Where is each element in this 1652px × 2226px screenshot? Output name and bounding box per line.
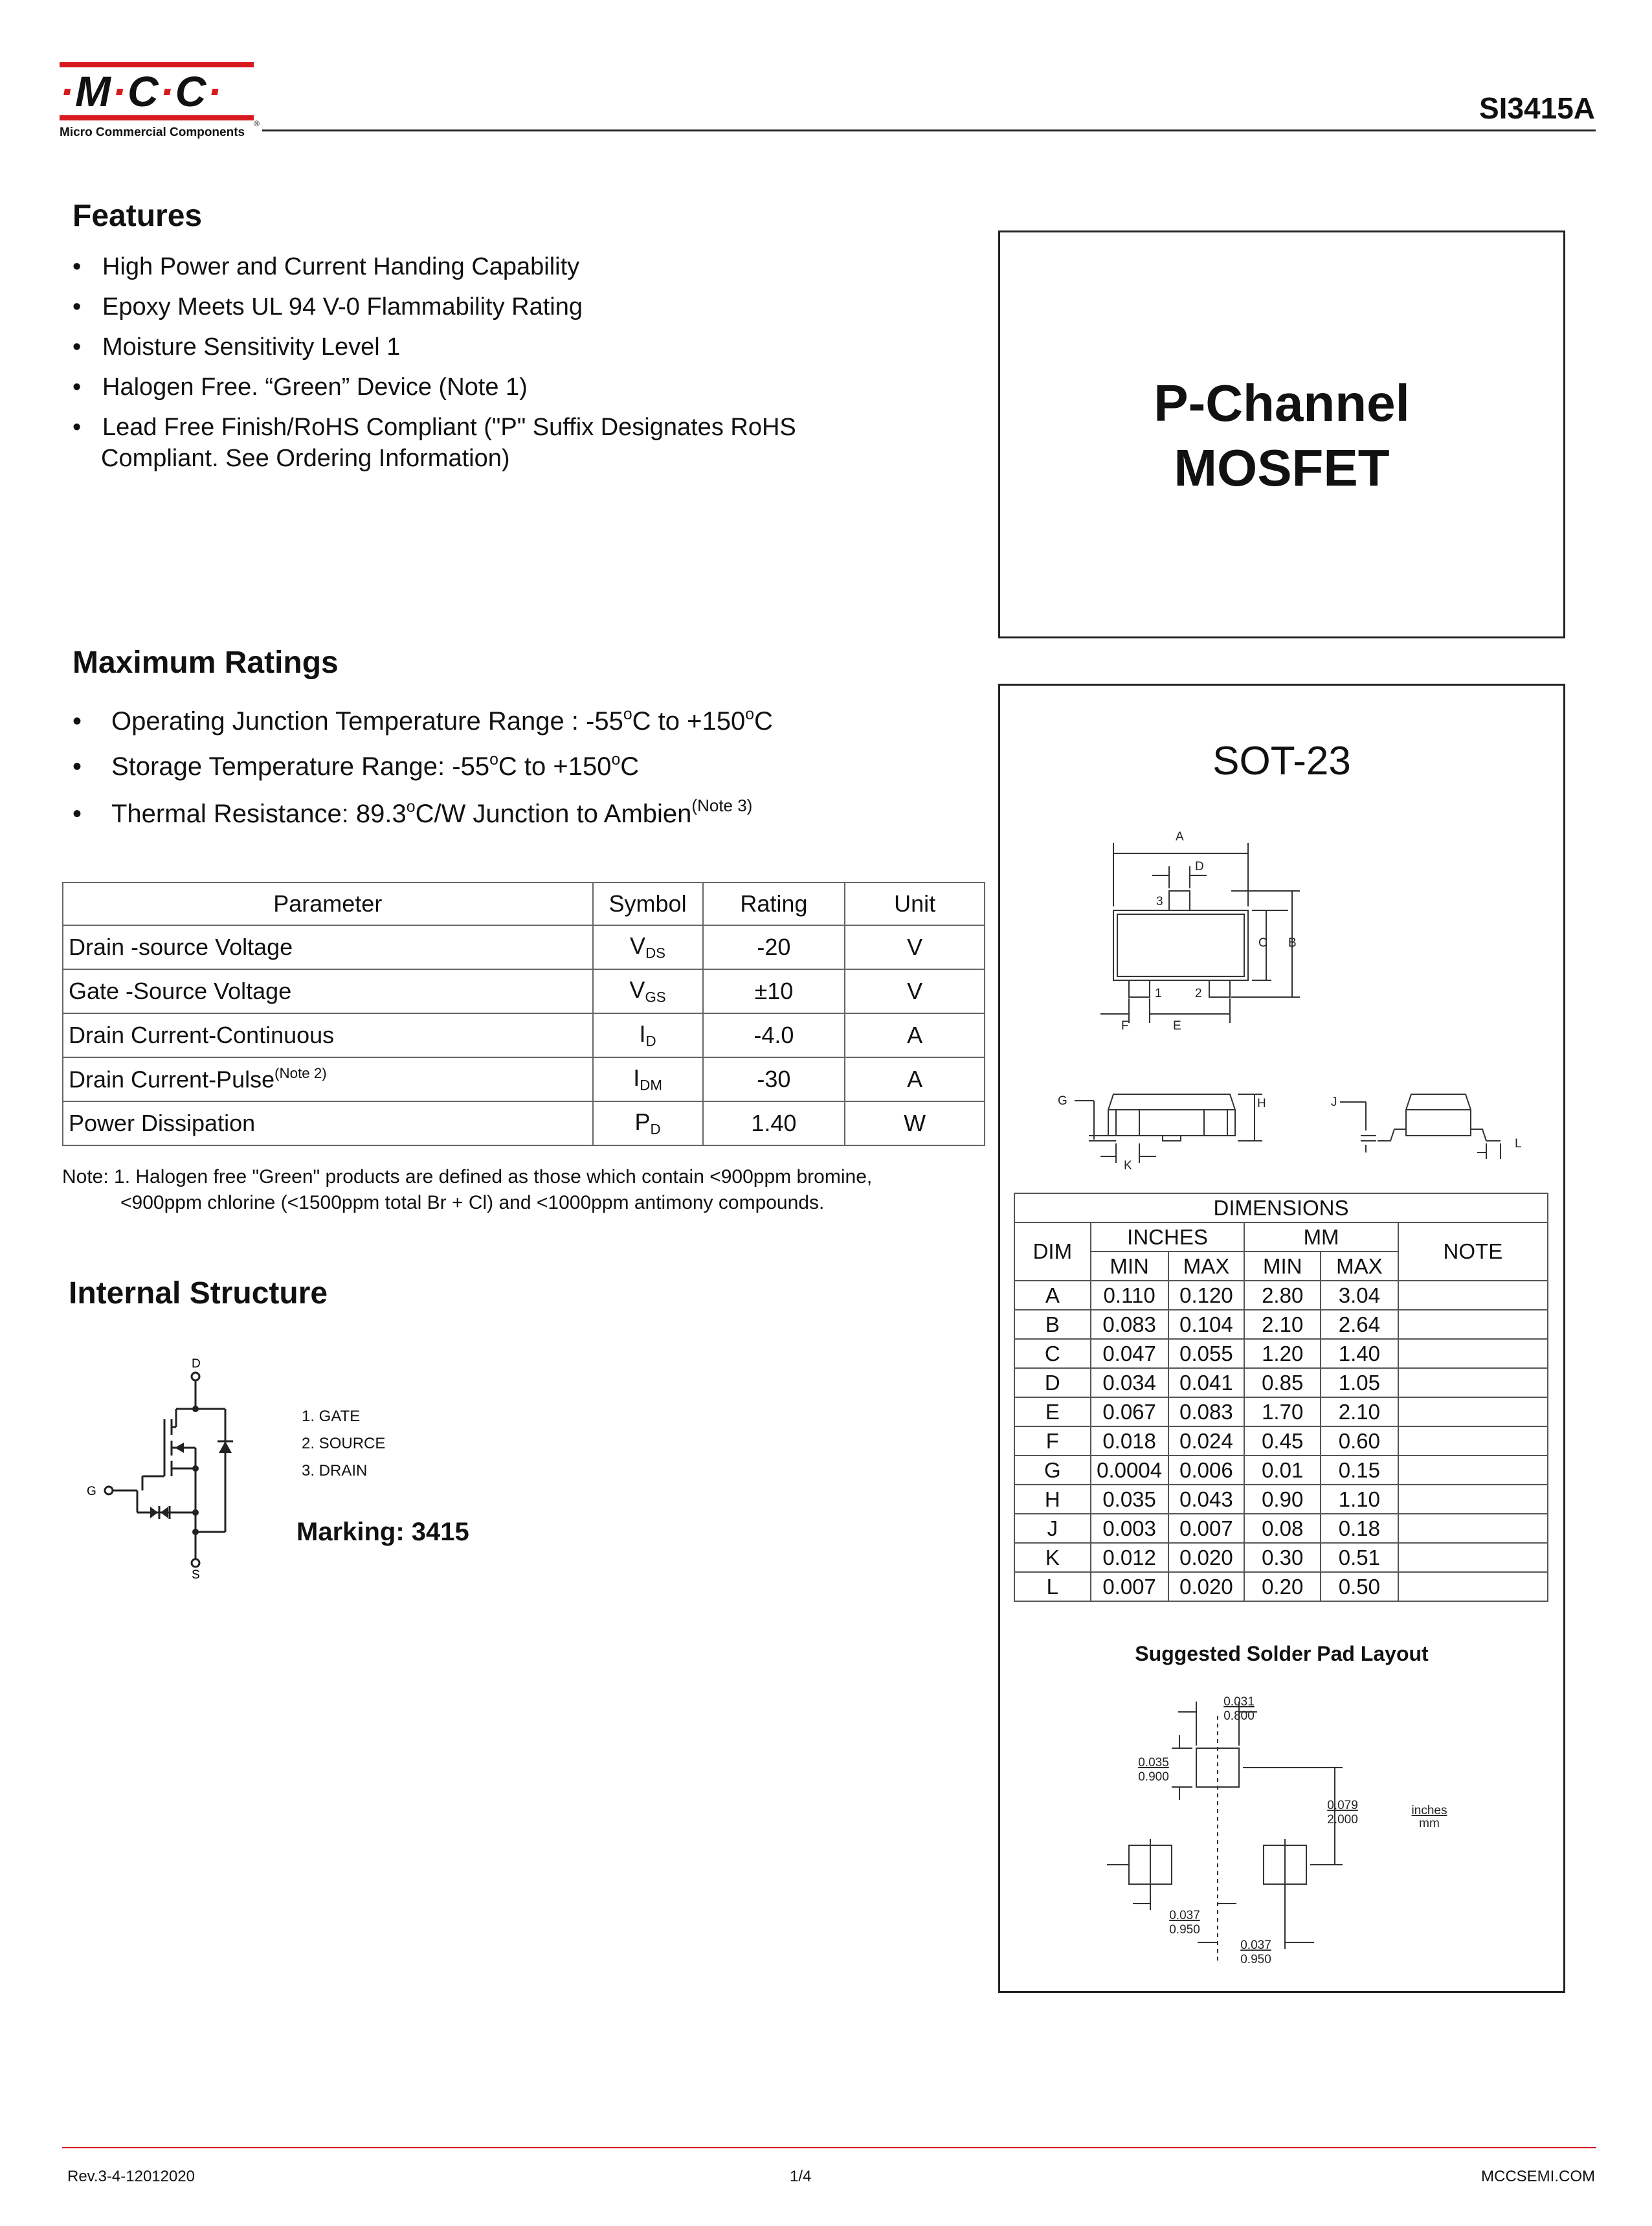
dim-cell: 0.006 [1168, 1456, 1245, 1485]
sot23-front-view-drawing [1055, 1068, 1282, 1172]
dim-cell: 0.60 [1321, 1426, 1398, 1456]
rating-value: -4.0 [703, 1013, 845, 1057]
col-in-max: MAX [1168, 1252, 1245, 1281]
dim-cell: 0.85 [1244, 1368, 1321, 1397]
note-cell [1398, 1485, 1548, 1514]
feature-item-continued: Compliant. See Ordering Information) [101, 445, 510, 472]
feature-item: • High Power and Current Handing Capability [73, 253, 580, 280]
dim-cell: 0.45 [1244, 1426, 1321, 1456]
dim-cell: A [1014, 1281, 1091, 1310]
table-row [1014, 1368, 1548, 1397]
sot23-side-view-drawing [1327, 1068, 1547, 1172]
solder-pad-drawing [1100, 1690, 1489, 1975]
schematic-label-g: G [87, 1485, 96, 1498]
dim-label-c: C [1258, 936, 1267, 950]
note-cell [1398, 1310, 1548, 1339]
dim-cell: 0.18 [1321, 1514, 1398, 1543]
dim3-mm: 2.000 [1327, 1813, 1358, 1827]
dim-label-b: B [1288, 936, 1297, 950]
header-rating: Rating [703, 883, 845, 925]
dim-cell: 0.012 [1091, 1543, 1168, 1572]
dim-cell: 0.047 [1091, 1339, 1168, 1368]
dim-cell: 0.024 [1168, 1426, 1245, 1456]
dim-label-a: A [1176, 830, 1184, 844]
note-cell [1398, 1281, 1548, 1310]
dim-cell: 0.034 [1091, 1368, 1168, 1397]
dim-cell: 1.20 [1244, 1339, 1321, 1368]
mcc-logo: ·M·C·C· [60, 67, 223, 115]
pin-number-3: 3 [1156, 895, 1163, 908]
dim-cell: 3.04 [1321, 1281, 1398, 1310]
header-parameter: Parameter [63, 883, 593, 925]
max-ratings-title: Maximum Ratings [73, 646, 339, 680]
ratings-header-row [63, 883, 985, 925]
table-row [63, 1057, 985, 1101]
dim-cell: D [1014, 1368, 1091, 1397]
logo-bar-bottom [60, 115, 254, 120]
dim-label-g: G [1058, 1094, 1067, 1108]
dim3-inches: 0.079 [1327, 1799, 1358, 1812]
footer-website: MCCSEMI.COM [1481, 2168, 1595, 2185]
note-line1: Note: 1. Halogen free "Green" products are defined as those which contain <900ppm bromine, [62, 1166, 873, 1187]
dim-cell: 2.10 [1244, 1310, 1321, 1339]
pin-label: 1. GATE [302, 1408, 361, 1425]
symbol: I [639, 1020, 646, 1048]
header-unit: Unit [845, 883, 985, 925]
col-mm: MM [1244, 1222, 1398, 1252]
rating-value: -30 [703, 1057, 845, 1101]
table-row [1014, 1514, 1548, 1543]
storage-temp-item: • Storage Temperature Range: -55$^o$C to $+150^oC$ [73, 751, 640, 781]
dim-cell: 2.80 [1244, 1281, 1321, 1310]
dim-cell: 0.51 [1321, 1543, 1398, 1572]
note-cell [1398, 1456, 1548, 1485]
dim-cell: 0.01 [1244, 1456, 1321, 1485]
param-name: Gate -Source Voltage [69, 978, 292, 1004]
dim-cell: 0.08 [1244, 1514, 1321, 1543]
part-number: SI3415A [1479, 91, 1595, 125]
symbol-sub: D [645, 1033, 656, 1050]
dim1-mm: 0.800 [1223, 1709, 1255, 1723]
dim5-mm: 0.950 [1240, 1953, 1271, 1966]
sot23-top-view-drawing [1075, 829, 1321, 1036]
dim-cell: 0.083 [1091, 1310, 1168, 1339]
rating-value: -20 [703, 925, 845, 969]
dim4-inches: 0.037 [1169, 1909, 1200, 1922]
note-cell [1398, 1368, 1548, 1397]
unit-value: V [845, 969, 985, 1013]
param-name: Drain Current-Pulse [69, 1066, 275, 1093]
dim-cell: 0.90 [1244, 1485, 1321, 1514]
symbol: V [629, 976, 645, 1004]
dim-cell: 0.0004 [1091, 1456, 1168, 1485]
package-name: SOT-23 [1212, 739, 1351, 783]
dim-cell: 0.020 [1168, 1543, 1245, 1572]
table-row [1014, 1310, 1548, 1339]
internal-structure-title: Internal Structure [69, 1276, 328, 1310]
dim-cell: 0.043 [1168, 1485, 1245, 1514]
unit-mm-label: mm [1419, 1817, 1440, 1830]
dim-label-j: J [1331, 1096, 1337, 1109]
mosfet-schematic [78, 1347, 272, 1580]
col-inches: INCHES [1091, 1222, 1245, 1252]
param-note: (Note 2) [274, 1065, 327, 1082]
dim-cell: 0.055 [1168, 1339, 1245, 1368]
table-row [1014, 1339, 1548, 1368]
unit-value: A [845, 1057, 985, 1101]
note-cell [1398, 1514, 1548, 1543]
solder-pad-title: Suggested Solder Pad Layout [1135, 1642, 1429, 1665]
table-row [63, 925, 985, 969]
unit-value: V [845, 925, 985, 969]
dim-cell: 2.64 [1321, 1310, 1398, 1339]
dim-cell: 0.067 [1091, 1397, 1168, 1426]
dim-cell: H [1014, 1485, 1091, 1514]
dim-cell: 0.104 [1168, 1310, 1245, 1339]
symbol-sub: D [650, 1121, 661, 1138]
footer-page-number: 1/4 [790, 2168, 812, 2185]
param-name: Drain Current-Continuous [69, 1022, 335, 1048]
dim-cell: 0.50 [1321, 1572, 1398, 1601]
symbol: I [633, 1064, 640, 1092]
table-row [1014, 1397, 1548, 1426]
dim-cell: 2.10 [1321, 1397, 1398, 1426]
dim-cell: 0.30 [1244, 1543, 1321, 1572]
dim-cell: 1.70 [1244, 1397, 1321, 1426]
table-row [63, 1013, 985, 1057]
pin-label: 3. DRAIN [302, 1462, 368, 1479]
pin-number-2: 2 [1195, 987, 1202, 1000]
thermal-item: • Thermal Resistance: 89.3$^o$C/W Junction to Ambien$^{(Note 3)}$ [73, 796, 753, 828]
dim-label-e: E [1173, 1019, 1181, 1033]
dim1-inches: 0.031 [1223, 1695, 1255, 1709]
dim-cell: 0.007 [1168, 1514, 1245, 1543]
dim4-mm: 0.950 [1169, 1923, 1200, 1937]
col-dim: DIM [1014, 1222, 1091, 1281]
logo-bar-top [60, 62, 254, 67]
table-row [1014, 1485, 1548, 1514]
param-name: Drain -source Voltage [69, 934, 293, 960]
device-title-line1: P-Channel [1154, 374, 1410, 432]
dim-cell: C [1014, 1339, 1091, 1368]
dim5-inches: 0.037 [1240, 1939, 1271, 1952]
feature-item: • Halogen Free. “Green” Device (Note 1) [73, 374, 528, 401]
col-mm-min: MIN [1244, 1252, 1321, 1281]
col-mm-max: MAX [1321, 1252, 1398, 1281]
dim-cell: 0.120 [1168, 1281, 1245, 1310]
schematic-label-s: S [192, 1568, 200, 1580]
device-title-box [998, 230, 1565, 638]
unit-inches-label: inches [1411, 1804, 1447, 1817]
unit-value: A [845, 1013, 985, 1057]
dim-cell: 0.110 [1091, 1281, 1168, 1310]
col-note: NOTE [1398, 1222, 1548, 1281]
note-cell [1398, 1339, 1548, 1368]
dim-cell: 0.20 [1244, 1572, 1321, 1601]
dim-cell: 0.020 [1168, 1572, 1245, 1601]
header-symbol: Symbol [593, 883, 703, 925]
device-title-line2: MOSFET [1174, 439, 1390, 497]
dim-label-d: D [1195, 860, 1204, 873]
dim-cell: 0.018 [1091, 1426, 1168, 1456]
dim-cell: 0.035 [1091, 1485, 1168, 1514]
dim-cell: E [1014, 1397, 1091, 1426]
dim-label-f: F [1121, 1019, 1129, 1033]
feature-item: • Lead Free Finish/RoHS Compliant ("P" Suffix Designates RoHS [73, 414, 796, 441]
dim-cell: 1.10 [1321, 1485, 1398, 1514]
dimensions-title-row [1014, 1193, 1548, 1222]
rating-value: ±10 [703, 969, 845, 1013]
dim-label-l: L [1515, 1137, 1522, 1151]
footer-rule [62, 2147, 1596, 2148]
symbol: P [634, 1108, 651, 1136]
note-cell [1398, 1572, 1548, 1601]
dim-cell: F [1014, 1426, 1091, 1456]
logo-subtitle: Micro Commercial Components [60, 126, 245, 139]
param-name: Power Dissipation [69, 1110, 256, 1136]
col-in-min: MIN [1091, 1252, 1168, 1281]
dim-cell: J [1014, 1514, 1091, 1543]
symbol-sub: GS [645, 989, 666, 1006]
op-temp-item: • Operating Junction Temperature Range : -55$^o$C to $+150^oC$ [73, 706, 773, 736]
dim-cell: 0.083 [1168, 1397, 1245, 1426]
table-row [1014, 1281, 1548, 1310]
pin-label: 2. SOURCE [302, 1435, 386, 1452]
dim-label-h: H [1257, 1097, 1266, 1110]
symbol-sub: DM [640, 1077, 662, 1094]
unit-value: W [845, 1101, 985, 1145]
dim2-mm: 0.900 [1138, 1770, 1169, 1784]
table-row [1014, 1543, 1548, 1572]
note-line2: <900ppm chlorine (<1500ppm total Br + Cl) and <1000ppm antimony compounds. [120, 1192, 825, 1213]
dim-cell: 1.40 [1321, 1339, 1398, 1368]
footer-revision: Rev.3-4-12012020 [67, 2168, 195, 2185]
dim-cell: 0.003 [1091, 1514, 1168, 1543]
symbol-sub: DS [645, 945, 666, 961]
table-row [63, 969, 985, 1013]
dim-cell: 0.007 [1091, 1572, 1168, 1601]
pin-number-1: 1 [1155, 987, 1162, 1000]
registered-mark: ® [254, 119, 260, 128]
table-row [1014, 1572, 1548, 1601]
symbol: V [630, 932, 646, 960]
dim-cell: 0.041 [1168, 1368, 1245, 1397]
feature-item: • Moisture Sensitivity Level 1 [73, 333, 401, 361]
dim-cell: L [1014, 1572, 1091, 1601]
dim-cell: G [1014, 1456, 1091, 1485]
table-row [63, 1101, 985, 1145]
note-cell [1398, 1543, 1548, 1572]
schematic-label-d: D [192, 1357, 201, 1371]
ratings-table [62, 882, 985, 1146]
features-title: Features [73, 199, 203, 233]
dimensions-group-row [1014, 1222, 1548, 1252]
feature-item: • Epoxy Meets UL 94 V-0 Flammability Rating [73, 293, 583, 320]
rating-value: 1.40 [703, 1101, 845, 1145]
dim-cell: 0.15 [1321, 1456, 1398, 1485]
dim-cell: K [1014, 1543, 1091, 1572]
dim-label-k: K [1124, 1159, 1132, 1172]
dim-cell: B [1014, 1310, 1091, 1339]
dimensions-title: DIMENSIONS [1014, 1193, 1548, 1222]
dim2-inches: 0.035 [1138, 1756, 1169, 1770]
marking-label: Marking: 3415 [296, 1518, 469, 1546]
note-cell [1398, 1426, 1548, 1456]
header-rule [262, 129, 1596, 131]
dimensions-table [1014, 1193, 1548, 1602]
dim-cell: 1.05 [1321, 1368, 1398, 1397]
table-row [1014, 1456, 1548, 1485]
table-row [1014, 1426, 1548, 1456]
note-cell [1398, 1397, 1548, 1426]
